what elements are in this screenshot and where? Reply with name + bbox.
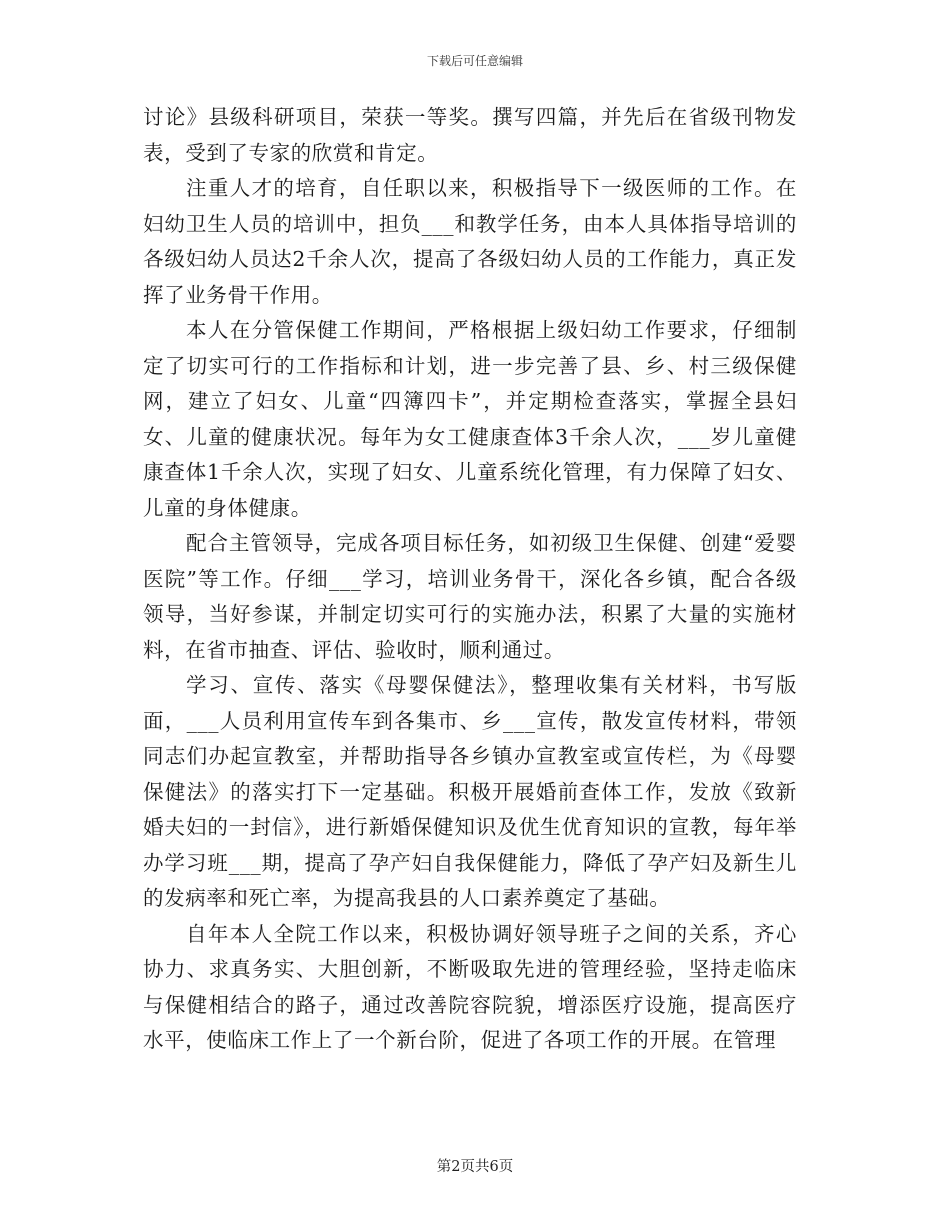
page-header: 下载后可任意编辑 <box>426 54 523 68</box>
page-number: 第2页共6页 <box>436 1159 514 1175</box>
paragraph-hospital-management: 自年本人全院工作以来，积极协调好领导班子之间的关系，齐心协力、求真务实、大胆创新，不断吸取先进的管理经验，坚持走临床与保健相结合的路子，通过改善院容院貌，增添医疗设施，提高医疗水平，使临床工作上了一个新台阶，促进了各项工作的开展。在管理 <box>143 921 797 1052</box>
document-body <box>143 100 797 1059</box>
paragraph-talent-training: 注重人才的培育，自任职以来，积极指导下一级医师的工作。在妇幼卫生人员的培训中，担负___和教学任务，由本人具体指导培训的各级妇幼人员达2千余人次，提高了各级妇幼人员的工作能力，真正发挥了业务骨干作用。 <box>143 176 797 307</box>
paragraph-leadership-cooperation: 配合主管领导，完成各项目标任务，如初级卫生保健、创建“爱婴医院”等工作。仔细___学习，培训业务骨干，深化各乡镇，配合各级领导，当好参谋，并制定切实可行的实施办法，积累了大量的实施材料，在省市抽查、评估、验收时，顺利通过。 <box>143 531 797 662</box>
paragraph-law-promotion: 学习、宣传、落实《母婴保健法》，整理收集有关材料，书写版面，___人员利用宣传车到各集市、乡___宣传，散发宣传材料，带领同志们办起宣教室，并帮助指导各乡镇办宣教室或宣传栏，为《母婴保健法》的落实打下一定基础。积极开展婚前查体工作，发放《致新婚夫妇的一封信》，进行新婚保健知识及优生优育知识的宣教，每年举办学习班___期，提高了孕产妇自我保健能力，降低了孕产妇及新生儿的发病率和死亡率，为提高我县的人口素养奠定了基础。 <box>143 673 797 910</box>
paragraph-health-care-management: 本人在分管保健工作期间，严格根据上级妇幼工作要求，仔细制定了切实可行的工作指标和计划，进一步完善了县、乡、村三级保健网，建立了妇女、儿童“四簿四卡”，并定期检查落实，掌握全县妇女、儿童的健康状况。每年为女工健康查体3千余人次，___岁儿童健康查体1千余人次，实现了妇女、儿童系统化管理，有力保障了妇女、儿童的身体健康。 <box>143 318 797 520</box>
paragraph-continuation: 讨论》县级科研项目，荣获一等奖。撰写四篇，并先后在省级刊物发表，受到了专家的欣赏和肯定。 <box>143 105 797 165</box>
